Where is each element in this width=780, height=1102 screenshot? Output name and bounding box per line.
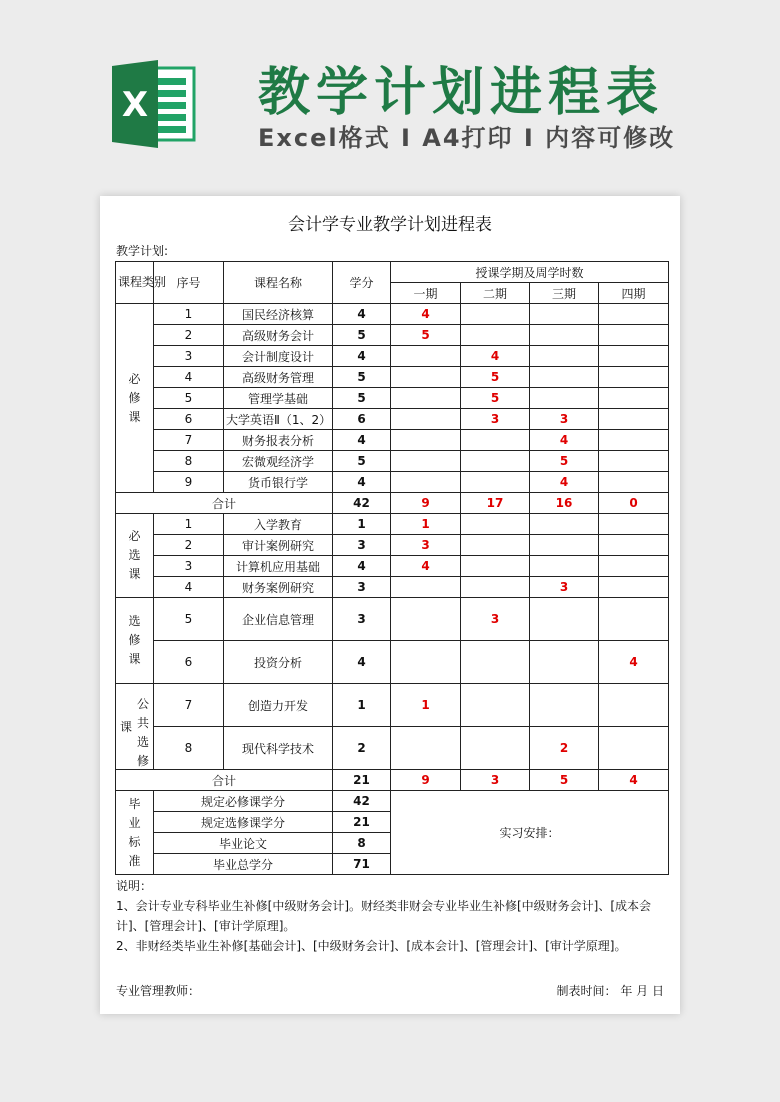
cell-term-1 — [391, 641, 461, 684]
header-term-2: 二期 — [461, 283, 530, 304]
elective-total-term-1: 9 — [391, 770, 461, 791]
cell-seq: 3 — [154, 346, 224, 367]
cell-term-4 — [599, 451, 669, 472]
cell-term-3 — [530, 641, 599, 684]
required-total-term-4: 0 — [599, 493, 669, 514]
cell-term-2 — [461, 535, 530, 556]
cell-course-name: 现代科学技术 — [224, 727, 333, 770]
header-name: 课程名称 — [224, 262, 333, 304]
header-row — [116, 262, 669, 283]
cell-term-1 — [391, 577, 461, 598]
cell-credit: 5 — [333, 367, 391, 388]
cell-term-2 — [461, 577, 530, 598]
table-row — [116, 514, 669, 535]
banner-subtitle: Excel格式 I A4打印 I 内容可修改 — [258, 124, 676, 152]
elective-total-term-4: 4 — [599, 770, 669, 791]
required-total-term-2: 17 — [461, 493, 530, 514]
notes-line-1: 1、会计专业专科毕业生补修[中级财务会计]。财经类非财会专业毕业生补修[中级财务会计]、[成本会计]、[管理会计]、[审计学原理]。 — [116, 899, 652, 933]
cell-term-4 — [599, 684, 669, 727]
cell-term-4 — [599, 577, 669, 598]
cell-course-name: 创造力开发 — [224, 684, 333, 727]
cell-course-name: 审计案例研究 — [224, 535, 333, 556]
cell-term-4 — [599, 409, 669, 430]
cell-term-3 — [530, 684, 599, 727]
cell-credit: 5 — [333, 388, 391, 409]
graduation-item: 规定必修课学分 — [154, 791, 333, 812]
banner-title: 教学计划进程表 — [258, 63, 665, 123]
category-required-elective: 必 选 课 — [116, 514, 154, 598]
required-total-term-3: 16 — [530, 493, 599, 514]
cell-term-2: 5 — [461, 367, 530, 388]
cell-term-2: 5 — [461, 388, 530, 409]
cell-seq: 6 — [154, 409, 224, 430]
graduation-item: 毕业总学分 — [154, 854, 333, 875]
category-elective: 选 修 课 — [116, 598, 154, 684]
cell-term-4 — [599, 367, 669, 388]
cell-term-2: 3 — [461, 409, 530, 430]
cell-credit: 1 — [333, 684, 391, 727]
elective-total-term-3: 5 — [530, 770, 599, 791]
cell-credit: 4 — [333, 556, 391, 577]
header-seq: 序号 — [154, 262, 224, 304]
cell-term-2 — [461, 430, 530, 451]
cell-term-3 — [530, 367, 599, 388]
cell-term-4 — [599, 598, 669, 641]
table-row — [116, 556, 669, 577]
cell-course-name: 会计制度设计 — [224, 346, 333, 367]
table-row — [116, 684, 669, 727]
cell-seq: 1 — [154, 304, 224, 325]
graduation-item: 毕业论文 — [154, 833, 333, 854]
cell-term-2 — [461, 325, 530, 346]
cell-term-4 — [599, 556, 669, 577]
cell-credit: 1 — [333, 514, 391, 535]
cell-term-1: 1 — [391, 684, 461, 727]
cell-term-4 — [599, 727, 669, 770]
cell-term-4 — [599, 346, 669, 367]
cell-term-4: 4 — [599, 641, 669, 684]
cell-course-name: 财务案例研究 — [224, 577, 333, 598]
table-row — [116, 535, 669, 556]
cell-credit: 4 — [333, 430, 391, 451]
cell-credit: 5 — [333, 451, 391, 472]
table-row — [116, 577, 669, 598]
header-credit: 学分 — [333, 262, 391, 304]
cell-seq: 8 — [154, 727, 224, 770]
table-row — [116, 451, 669, 472]
cell-term-2 — [461, 514, 530, 535]
cell-course-name: 高级财务会计 — [224, 325, 333, 346]
cell-term-3: 5 — [530, 451, 599, 472]
cell-term-1 — [391, 346, 461, 367]
table-row — [116, 598, 669, 641]
cell-credit: 3 — [333, 535, 391, 556]
cell-term-3 — [530, 598, 599, 641]
cell-term-4 — [599, 535, 669, 556]
plan-table-wrapper — [115, 261, 669, 875]
cell-credit: 5 — [333, 325, 391, 346]
cell-seq: 7 — [154, 684, 224, 727]
cell-term-1 — [391, 598, 461, 641]
cell-course-name: 企业信息管理 — [224, 598, 333, 641]
cell-credit: 6 — [333, 409, 391, 430]
cell-term-2 — [461, 472, 530, 493]
cell-course-name: 计算机应用基础 — [224, 556, 333, 577]
cell-term-3: 3 — [530, 577, 599, 598]
graduation-credit: 8 — [333, 833, 391, 854]
elective-total-credit: 21 — [333, 770, 391, 791]
cell-seq: 6 — [154, 641, 224, 684]
header-term-4: 四期 — [599, 283, 669, 304]
elective-total-label: 合计 — [116, 770, 333, 791]
table-row — [116, 430, 669, 451]
date-label: 制表时间： 年 月 日 — [556, 984, 664, 998]
table-row — [116, 727, 669, 770]
cell-term-4 — [599, 514, 669, 535]
elective-total-term-2: 3 — [461, 770, 530, 791]
excel-logo-icon — [108, 58, 200, 150]
cell-course-name: 投资分析 — [224, 641, 333, 684]
cell-credit: 4 — [333, 472, 391, 493]
table-row — [116, 346, 669, 367]
cell-seq: 8 — [154, 451, 224, 472]
cell-credit: 4 — [333, 641, 391, 684]
graduation-credit: 21 — [333, 812, 391, 833]
teacher-label: 专业管理教师： — [116, 984, 201, 998]
table-row — [116, 367, 669, 388]
cell-term-1: 4 — [391, 304, 461, 325]
cell-seq: 5 — [154, 388, 224, 409]
cell-term-1 — [391, 472, 461, 493]
cell-credit: 2 — [333, 727, 391, 770]
graduation-row — [116, 791, 669, 812]
cell-seq: 2 — [154, 535, 224, 556]
cell-term-2: 3 — [461, 598, 530, 641]
required-total-term-1: 9 — [391, 493, 461, 514]
cell-term-1 — [391, 451, 461, 472]
cell-seq: 9 — [154, 472, 224, 493]
logo-letter: X — [121, 85, 149, 125]
cell-course-name: 国民经济核算 — [224, 304, 333, 325]
cell-course-name: 大学英语Ⅱ（1、2） — [224, 409, 333, 430]
cell-term-1: 5 — [391, 325, 461, 346]
cell-term-2 — [461, 451, 530, 472]
plan-label: 教学计划: — [116, 244, 169, 258]
notes-section — [116, 876, 668, 956]
cell-seq: 3 — [154, 556, 224, 577]
cell-term-1 — [391, 367, 461, 388]
notes-heading: 说明： — [116, 879, 153, 893]
internship-arrangement: 实习安排： — [391, 791, 669, 875]
total-row — [116, 770, 669, 791]
cell-credit: 4 — [333, 346, 391, 367]
cell-term-2: 4 — [461, 346, 530, 367]
cell-term-1 — [391, 409, 461, 430]
cell-term-1 — [391, 727, 461, 770]
cell-term-3 — [530, 514, 599, 535]
table-row — [116, 325, 669, 346]
cell-credit: 4 — [333, 304, 391, 325]
cell-seq: 4 — [154, 577, 224, 598]
table-row — [116, 388, 669, 409]
cell-course-name: 管理学基础 — [224, 388, 333, 409]
cell-term-3 — [530, 304, 599, 325]
cell-seq: 1 — [154, 514, 224, 535]
cell-term-4 — [599, 388, 669, 409]
category-public-elective: 课 公 共 选 修 — [116, 684, 154, 770]
header-category: 课程类别 — [116, 262, 154, 304]
category-graduation: 毕 业 标 准 — [116, 791, 154, 875]
header-term-1: 一期 — [391, 283, 461, 304]
cell-course-name: 财务报表分析 — [224, 430, 333, 451]
cell-term-2 — [461, 727, 530, 770]
table-row — [116, 304, 669, 325]
total-row — [116, 493, 669, 514]
cell-seq: 4 — [154, 367, 224, 388]
graduation-credit: 42 — [333, 791, 391, 812]
cell-term-4 — [599, 430, 669, 451]
cell-course-name: 高级财务管理 — [224, 367, 333, 388]
cell-term-2 — [461, 304, 530, 325]
cell-term-2 — [461, 641, 530, 684]
header-term-3: 三期 — [530, 283, 599, 304]
graduation-credit: 71 — [333, 854, 391, 875]
cell-term-4 — [599, 304, 669, 325]
cell-course-name: 入学教育 — [224, 514, 333, 535]
cell-term-3: 4 — [530, 430, 599, 451]
cell-term-3 — [530, 346, 599, 367]
cell-term-3: 3 — [530, 409, 599, 430]
graduation-item: 规定选修课学分 — [154, 812, 333, 833]
cell-course-name: 宏微观经济学 — [224, 451, 333, 472]
cell-term-3 — [530, 556, 599, 577]
cell-course-name: 货币银行学 — [224, 472, 333, 493]
table-row — [116, 641, 669, 684]
cell-term-1 — [391, 388, 461, 409]
cell-term-3: 2 — [530, 727, 599, 770]
cell-term-3 — [530, 388, 599, 409]
notes-line-2: 2、非财经类毕业生补修[基础会计]、[中级财务会计]、[成本会计]、[管理会计]、[审计学原理]。 — [116, 939, 627, 953]
plan-table — [115, 261, 669, 875]
cell-term-1: 3 — [391, 535, 461, 556]
header-term-group: 授课学期及周学时数 — [391, 262, 669, 283]
cell-term-1: 4 — [391, 556, 461, 577]
cell-credit: 3 — [333, 577, 391, 598]
cell-credit: 3 — [333, 598, 391, 641]
cell-term-4 — [599, 325, 669, 346]
cell-seq: 7 — [154, 430, 224, 451]
document-title: 会计学专业教学计划进程表 — [288, 215, 492, 235]
document-sheet — [100, 196, 680, 1014]
cell-term-4 — [599, 472, 669, 493]
required-total-credit: 42 — [333, 493, 391, 514]
table-row — [116, 472, 669, 493]
cell-term-2 — [461, 684, 530, 727]
cell-seq: 5 — [154, 598, 224, 641]
category-required: 必 修 课 — [116, 304, 154, 493]
cell-term-1 — [391, 430, 461, 451]
cell-term-3 — [530, 535, 599, 556]
required-total-label: 合计 — [116, 493, 333, 514]
cell-term-2 — [461, 556, 530, 577]
table-row — [116, 409, 669, 430]
cell-seq: 2 — [154, 325, 224, 346]
cell-term-1: 1 — [391, 514, 461, 535]
cell-term-3 — [530, 325, 599, 346]
cell-term-3: 4 — [530, 472, 599, 493]
